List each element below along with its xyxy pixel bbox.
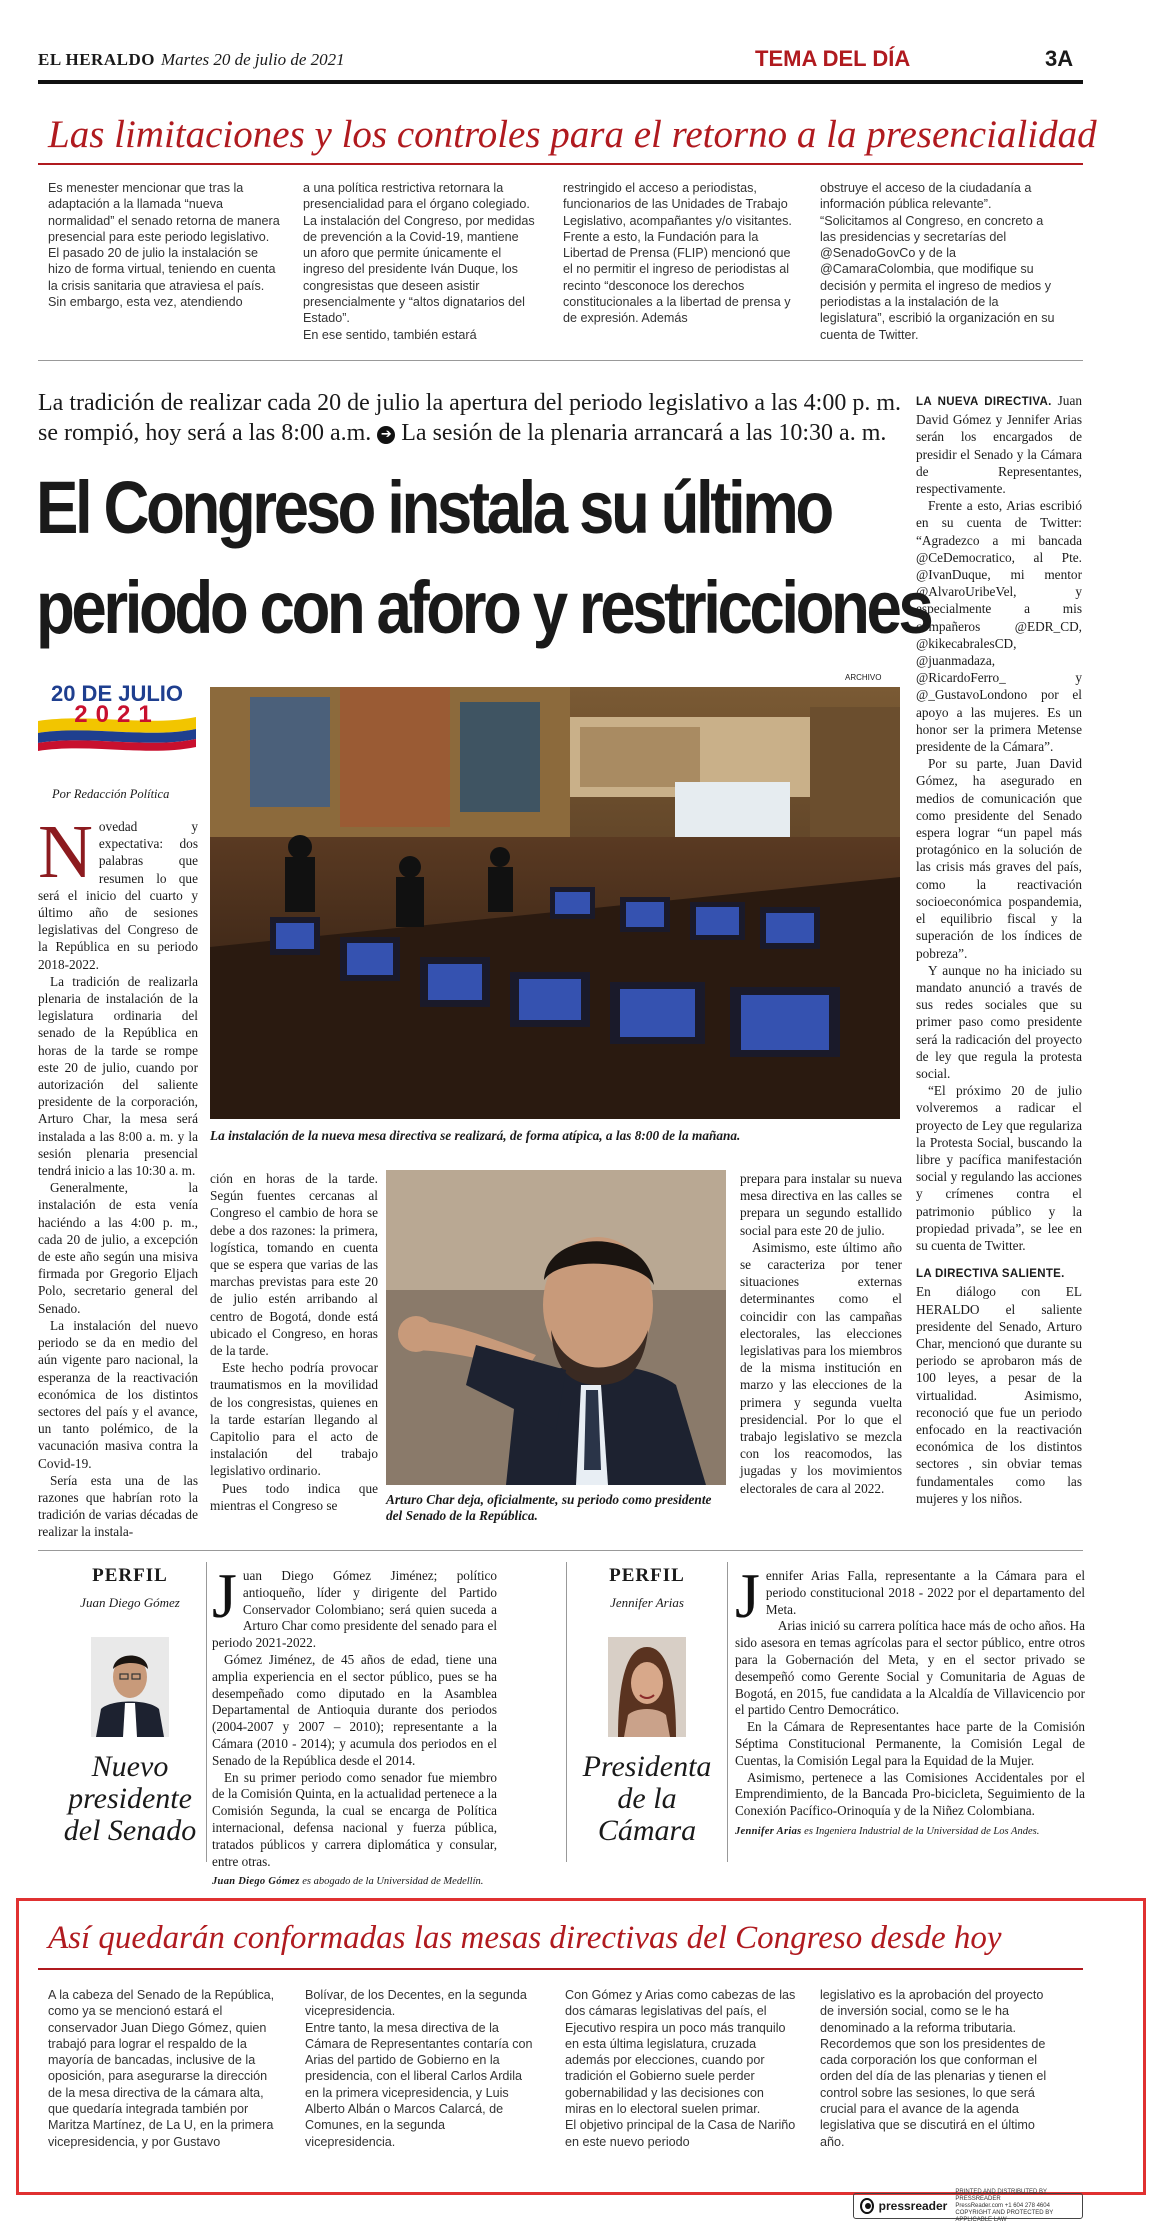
side-paragraph: En diálogo con EL HERALDO el saliente presidente del Senado, Arturo Char, mencionó que durante su periodo se aprobaron más de 100 leyes, a pesar de la virtualidad. Asimismo, reconoció que fue un periodo enfocado en la reactivación económica de los distintos sectores , sin obviar temas fundamentales como las mujeres y los niños. bbox=[916, 1284, 1082, 1506]
lead-text: ovedad y expectativa: dos palabras que resumen lo que será el inicio del cuarto y último año de sesiones legislativas del Congreso de la República en su periodo 2018-2022. bbox=[38, 819, 198, 972]
side-paragraph: “El próximo 20 de julio volveremos a radicar el proyecto de Ley que regulariza la Protesta Social, buscando la libre y pacífica manifestación social y regulando las acciones y crímenes contra el patrimonio público y la propiedad privada”, se lee en su cuenta de Twitter. bbox=[916, 1083, 1082, 1253]
dropcap: J bbox=[735, 1560, 760, 1631]
main-column-2 bbox=[210, 1170, 378, 1514]
top-story-rule bbox=[38, 163, 1083, 165]
profile-paragraph: Arias inició su carrera política hace más de ocho años. Ha sido asesora en temas agrícolas para el sector público, entre otros para la Gobernación del Meta, y en el sector privado se desempeñó como Gerente Social y Comunitaria de Aguas de Bogotá, en 2015, fue candidata a la Alcaldía de Villavicencio por el partido Centro Democrático. bbox=[735, 1618, 1085, 1718]
notice-line-1: PRINTED AND DISTRIBUTED BY PRESSREADER bbox=[955, 2188, 1047, 2202]
paragraph: prepara para instalar su nueva mesa directiva en las calles se prepara un segundo estallido social para este 20 de julio. bbox=[740, 1171, 902, 1238]
profile-lead: ennifer Arias Falla, representante a la Cámara para el periodo constitucional 2018 - 2022 por el departamento del Meta. bbox=[765, 1568, 1085, 1617]
paragraph: La instalación del nuevo periodo se da en medio del aún vigente paro nacional, la esperanza de la reactivación económica de los distintos sectores del país y el avance, un tanto polémico, de la vacunación masiva contra la Covid-19. bbox=[38, 1317, 198, 1471]
profile-role: Presidenta de la Cámara bbox=[582, 1750, 712, 1847]
top-story-column-3: restringido el acceso a periodistas, funcionarios de las Unidades de Trabajo Legislativo, acompañantes y/o visitantes. Frente a esto, la Fundación para la Libertad de Prensa (FLIP) mencionó que el no permitir el ingreso de periodistas al recinto “desconoce los derechos constitucionales a la libertad de prensa y de expresión. Además bbox=[563, 181, 792, 326]
issue-date: Martes 20 de julio de 2021 bbox=[160, 50, 345, 69]
profile-role: Nuevo presidente del Senado bbox=[63, 1750, 197, 1847]
side-paragraph bbox=[916, 392, 1082, 497]
profile-photo-arias bbox=[608, 1637, 686, 1737]
top-story-column-1: Es menester mencionar que tras la adaptación a la llamada “nueva normalidad” el senado retorna de manera presencial para este periodo legislativo. El pasado 20 de julio la instalación se hizo de forma virtual, teniendo en cuenta la crisis sanitaria que atraviesa el país. Sin embargo, esta vez, atendiendo bbox=[48, 181, 280, 310]
arturo-char-photo bbox=[386, 1170, 726, 1485]
top-story-title: Las limitaciones y los controles para el retorno a la presencialidad bbox=[48, 113, 1097, 156]
profile-note bbox=[735, 1824, 1085, 1841]
profile-paragraph bbox=[212, 1560, 497, 1652]
deck-line-1: La tradición de realizar cada 20 de julio la apertura del periodo legislativo a las 4:00 p. m. bbox=[38, 390, 902, 416]
bottom-column-1: A la cabeza del Senado de la República, como ya se mencionó estará el conservador Juan Diego Gómez, quien trabajó para lograr el respaldo de la mayoría de bancadas, inclusive de la oposición, para asegurarse la dirección de la mesa directiva de la cámara alta, que quedaría integrada también por Maritza Martínez, de La U, en la primera vicepresidencia, y por Gustavo bbox=[48, 1988, 275, 2149]
paragraph: La tradición de realizarla plenaria de instalación de la legislatura ordinaria del senado de la República en horas de la tarde se rompe este 20 de julio, cuando por autorización del saliente presidente de la corporación, Arturo Char, la mesa será instalada a las 8:00 a. m. y la sesión plenaria presencial tendrá inicio a las 10:30 a. m. bbox=[38, 973, 198, 1179]
portrait-image bbox=[386, 1170, 726, 1485]
profile-card-arias bbox=[572, 1565, 722, 1847]
profile-note-name: Jennifer Arias bbox=[735, 1825, 802, 1837]
pressreader-badge[interactable] bbox=[853, 2188, 1083, 2223]
pressreader-notice bbox=[955, 2189, 1076, 2224]
arrow-right-icon: ➔ bbox=[377, 426, 395, 444]
deck-line-2a: se rompió, hoy será a las 8:00 a.m. bbox=[38, 420, 372, 446]
profile-paragraph: En la Cámara de Representantes hace parte de la Comisión Séptima Constitucional Permanente, la Comisión Legal de Cuentas, la Comisión Legal para la Equidad de la Mujer. bbox=[735, 1719, 1085, 1768]
main-photo-caption: La instalación de la nueva mesa directiva se realizará, de forma atípica, a las 8:00 de la mañana. bbox=[210, 1128, 741, 1143]
profiles-divider bbox=[38, 1550, 1083, 1551]
paragraph: Sería esta una de las razones que habrían roto la tradición de varias décadas de realizar la instala- bbox=[38, 1472, 198, 1540]
section-title: TEMA DEL DÍA bbox=[755, 46, 911, 71]
badge-title: 20 DE JULIO bbox=[50, 681, 184, 706]
paragraph: Asimismo, este último año se caracteriza por tener situaciones externas determinantes como el coincidir con las campañas electorales, las elecciones legislativas para los miembros de la misma institución en marzo y las elecciones de la primera y segunda vuelta presidencial. Por lo que el trabajo legislativo se mezcla con los reacomodos, las jugadas y los movimientos electorales de cara al 2022. bbox=[740, 1239, 902, 1496]
profile-lead: uan Diego Gómez Jiménez; político antioqueño, líder y dirigente del Partido Conservador Colombiano; será quien suceda a Arturo Char como presidente del senado para el periodo 2021-2022. bbox=[212, 1568, 497, 1651]
kicker-outgoing-board: LA DIRECTIVA SALIENTE. bbox=[916, 1268, 1065, 1281]
paragraph: Este hecho podría provocar traumatismos en la movilidad de los congresistas, quienes en la tarde estarían llegando al Capitolio para el acto de instalación del trabajo legislativo ordinario. bbox=[210, 1360, 378, 1479]
side-paragraph: Y aunque no ha iniciado su mandato anunció a través de sus redes sociales que su primer paso como presidente será la radicación del proyecto de ley que regula la protesta social. bbox=[916, 962, 1082, 1081]
lead-paragraph bbox=[38, 810, 198, 973]
profile-photo-gomez bbox=[91, 1637, 169, 1737]
main-photo bbox=[210, 687, 900, 1119]
profile-paragraph: Gómez Jiménez, de 45 años de edad, tiene una amplia experiencia en el sector público, pues se ha desempeñado como diputado en la Asamblea Departamental de Antioquia durante dos periodos (2004-2007 y 2007 – 2010); representante a la Cámara (2010 - 2014); y acumula dos periodos en el Senado de la República desde el 2014. bbox=[212, 1651, 497, 1768]
avatar bbox=[91, 1637, 169, 1737]
main-column-3 bbox=[740, 1170, 902, 1497]
bottom-story-rule bbox=[38, 1968, 1083, 1970]
profile-name: Jennifer Arias bbox=[610, 1595, 684, 1610]
portrait-caption: Arturo Char deja, oficialmente, su periodo como presidente del Senado de la República. bbox=[386, 1492, 712, 1523]
congress-chamber-image bbox=[210, 687, 900, 1119]
profile-divider-2 bbox=[566, 1562, 567, 1862]
badge-year: 2021 bbox=[74, 701, 160, 728]
bottom-column-3: Con Gómez y Arias como cabezas de las dos cámaras legislativas del país, el Ejecutivo respira un poco más tranquilo en esta última legislatura, cruzada además por elecciones, cuando por tradición el Gobierno suele perder gobernabilidad y las decisiones con miras en lo electoral suelen primar. El objetivo principal de la Casa de Nariño en este nuevo periodo bbox=[565, 1988, 796, 2149]
profile-label: PERFIL bbox=[92, 1565, 168, 1586]
profile-label: PERFIL bbox=[609, 1565, 685, 1586]
paragraph: Pues todo indica que mientras el Congreso se bbox=[210, 1480, 378, 1513]
section-divider bbox=[38, 360, 1083, 361]
masthead-left bbox=[38, 50, 345, 70]
deck-line-2b: La sesión de la plenaria arrancará a las 10:30 a. m. bbox=[401, 420, 887, 446]
dropcap: N bbox=[38, 810, 93, 894]
headline-line-1: El Congreso instala su último bbox=[36, 466, 831, 549]
profile-paragraph: Asimismo, pertenece a las Comisiones Accidentales por el Emprendimiento, de la Bancada Pro-bicicleta, Seguimiento de la Conexión Pacífico-Orinoquía y de la Niñez Colombiana. bbox=[735, 1769, 1085, 1819]
profile-text-gomez bbox=[212, 1560, 497, 1891]
pressreader-brand: pressreader bbox=[878, 2199, 948, 2213]
side-column bbox=[916, 392, 1082, 1507]
byline bbox=[52, 787, 169, 802]
paper-name: EL HERALDO bbox=[38, 50, 155, 69]
main-deck bbox=[38, 388, 908, 448]
avatar bbox=[608, 1637, 686, 1737]
profile-text-arias bbox=[735, 1560, 1085, 1841]
paragraph: ción en horas de la tarde. Según fuentes cercanas al Congreso el cambio de hora se debe a dos razones: la primera, logística, tomando en cuenta que se espera que varias de las marchas previstas para este 20 de julio estén arribando al centro de Bogotá, donde está ubicado el Congreso, en horas de la tarde. bbox=[210, 1171, 378, 1359]
photo-credit: ARCHIVO bbox=[845, 673, 882, 682]
bottom-column-2: Bolívar, de los Decentes, en la segunda vicepresidencia. Entre tanto, la mesa directiva de la Cámara de Representantes contaría con Arias del partido de Gobierno en la presidencia, con el liberal Carlos Ardila en la primera vicepresidencia, y Luis Alberto Albán o Marcos Calarcá, de Comunes, en la segunda vicepresidencia. bbox=[305, 1988, 533, 2149]
pressreader-icon bbox=[860, 2198, 874, 2214]
headline-line-2: periodo con aforo y restricciones bbox=[36, 566, 931, 649]
bottom-column-4: legislativo es la aprobación del proyecto de inversión social, como se le ha denominado a la reforma tributaria. Recordemos que son los presidentes de cada corporación los que conforman el orden del día de las plenarias y tienen el control sobre las sesiones, lo que será crucial para el avance de la agenda legislativa que se discutirá en el último año. bbox=[820, 1988, 1047, 2149]
kicker-new-board: LA NUEVA DIRECTIVA. bbox=[916, 396, 1052, 408]
profile-paragraph: En su primer periodo como senador fue miembro de la Comisión Quinta, en la actualidad pertenece a la Comisión Segunda, la cual se encarga de Política internacional, defensa nacional y fuerza pública, tratados públicos y carrera diplomática y consular, entre otras. bbox=[212, 1769, 497, 1869]
top-story-column-2: a una política restrictiva retornara la presencialidad para el órgano colegiado. La instalación del Congreso, por medidas de prevención a la Covid-19, mantiene un aforo que permite únicamente el ingreso del presidente Iván Duque, los congresistas que deseen asistir presencialmente y “altos dignatarios del Estado”. En ese sentido, también estará bbox=[303, 181, 535, 342]
profile-note-name: Juan Diego Gómez bbox=[212, 1876, 300, 1888]
masthead-rule bbox=[38, 80, 1083, 84]
page-number: 3A bbox=[1045, 46, 1074, 71]
side-paragraph: Por su parte, Juan David Gómez, ha asegurado en medios de comunicación que como presidente del Senado espera lograr “un papel más protagónico en la solución de las crisis más graves del país, como la reactivación socioeconómica pospandemia, el equilibrio fiscal y la superación de los índices de pobreza”. bbox=[916, 756, 1082, 961]
side-text: Juan David Gómez y Jennifer Arias serán los encargados de presidir el Senado y la Cámara de Representantes, respectivamente. bbox=[916, 393, 1082, 497]
profile-divider-1 bbox=[206, 1562, 207, 1862]
bottom-story-title: Así quedarán conformadas las mesas directivas del Congreso desde hoy bbox=[48, 1920, 1002, 1956]
profile-card-gomez bbox=[50, 1565, 210, 1847]
side-paragraph bbox=[916, 1264, 1082, 1283]
side-paragraph: Frente a esto, Arias escribió en su cuenta de Twitter: “Agradezco a mi bancada @CeDemocratico, al Pte. @IvanDuque, mi mentor @AlvaroUribeVel, y especialmente a mis compañeros @EDR_CD, @kikecabralesCD, @juanmadaza, @RicardoFerro_ y @_GustavoLondono por el apoyo a las mujeres. Es un honor ser la primera Metense presidente de la Cámara”. bbox=[916, 498, 1082, 755]
top-story-column-4: obstruye el acceso de la ciudadanía a información pública relevante”. “Solicitamos al Congreso, en concreto a las presidencias y secretarías del @SenadoGovCo y de la @CamaraColombia, que modifique su decisión y permita el ingreso de medios y periodistas a la instalación de la legislatura”, escribió la organización en su cuenta de Twitter. bbox=[820, 181, 1055, 342]
profile-note-text: es abogado de la Universidad de Medellín. bbox=[299, 1876, 484, 1888]
paragraph: Generalmente, la instalación de esta venía haciéndo a las 4:00 p. m., cada 20 de julio, a excepción de este año según una misiva firmada por Gregorio Eljach Polo, secretario general del Senado. bbox=[38, 1180, 198, 1316]
byline-text: Por Redacción Política bbox=[52, 787, 170, 801]
date-badge bbox=[38, 683, 196, 768]
profile-note-text: es Ingeniera Industrial de la Universidad de Los Andes. bbox=[801, 1825, 1040, 1837]
profile-divider-3 bbox=[727, 1562, 728, 1862]
notice-line-3: COPYRIGHT AND PROTECTED BY APPLICABLE LAW bbox=[955, 2209, 1054, 2223]
deck-line-2 bbox=[38, 418, 908, 448]
notice-line-2: PressReader.com +1 604 278 4604 bbox=[955, 2202, 1050, 2209]
main-headline bbox=[36, 458, 931, 658]
profile-note bbox=[212, 1874, 497, 1891]
profile-paragraph bbox=[735, 1560, 1085, 1631]
dropcap: J bbox=[212, 1560, 237, 1631]
profile-name: Juan Diego Gómez bbox=[80, 1595, 180, 1610]
main-column-1 bbox=[38, 810, 198, 1541]
